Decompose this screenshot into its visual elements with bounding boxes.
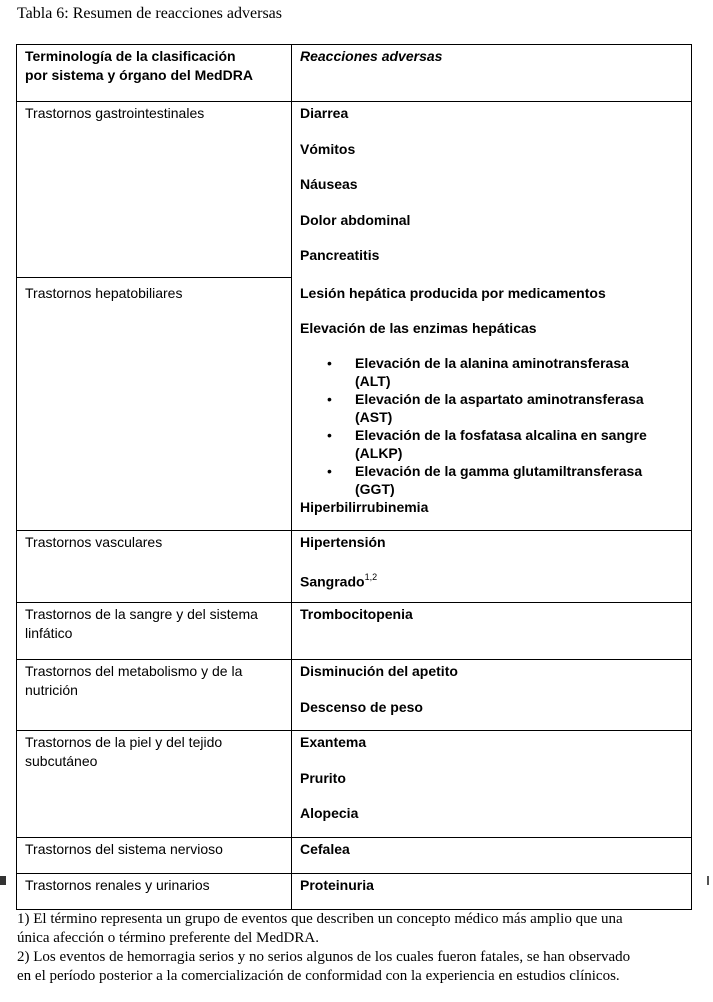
soc-label: Trastornos del sistema nervioso: [25, 841, 223, 857]
terms-cell: [292, 531, 692, 603]
subitem-line: Elevación de la gamma glutamiltransferasa: [355, 463, 643, 479]
bullet-icon: •: [327, 391, 332, 407]
table-row-metabolism: [17, 660, 692, 731]
footnote-1-line2: única afección o término preferente del MedDRA.: [17, 930, 319, 946]
terms-cell: [292, 874, 692, 910]
table-row-nervous: [17, 838, 692, 874]
terms-cell: [292, 603, 692, 660]
soc-label: Trastornos gastrointestinales: [25, 105, 205, 121]
term-proteinuria: Proteinuria: [300, 877, 374, 893]
bullet-icon: •: [327, 355, 332, 371]
soc-cell: [17, 731, 292, 838]
soc-label: Trastornos vasculares: [25, 534, 163, 550]
table-row-renal: [17, 874, 692, 910]
header-cell-soc: [17, 45, 292, 102]
footnote-2-line1: 2) Los eventos de hemorragia serios y no serios algunos de los cuales fueron fatales, se han observado: [17, 949, 631, 965]
header-soc-line1: Terminología de la clasificación: [25, 48, 236, 64]
soc-label-line1: Trastornos de la piel y del tejido: [25, 734, 223, 750]
soc-label-line2: linfático: [25, 625, 73, 641]
term-sangrado-label: Sangrado: [300, 573, 365, 590]
table-header-row: [17, 45, 692, 102]
soc-cell: [17, 603, 292, 660]
soc-label-line2: nutrición: [25, 682, 78, 698]
enzyme-sublist: [300, 354, 685, 498]
list-item: [300, 354, 685, 390]
term-nauseas: Náuseas: [300, 176, 358, 192]
term-lesion-hepatica: Lesión hepática producida por medicamentos: [300, 284, 606, 301]
term-trombocitopenia: Trombocitopenia: [300, 606, 413, 622]
soc-cell: [17, 660, 292, 731]
term-dolor-abdominal: Dolor abdominal: [300, 211, 411, 228]
term-cefalea: Cefalea: [300, 841, 350, 857]
bullet-icon: •: [327, 427, 332, 443]
footnote-ref: 1,2: [364, 571, 378, 582]
list-item: [300, 426, 685, 462]
term-diarrea: Diarrea: [300, 105, 349, 121]
soc-cell: [17, 102, 292, 278]
term-sangrado: [300, 569, 685, 592]
footnote-2-line2: en el período posterior a la comercialización de conformidad con la experiencia en estudios clínicos.: [17, 968, 620, 984]
terms-cell: [292, 278, 692, 531]
subitem-line: (ALT): [355, 373, 391, 389]
footnotes: [17, 910, 697, 986]
soc-label-line1: Trastornos de la sangre y del sistema: [25, 606, 258, 622]
page-edge-mark: [0, 876, 6, 885]
term-disminucion-apetito: Disminución del apetito: [300, 663, 458, 679]
header-soc-line2: por sistema y órgano del MedDRA: [25, 67, 253, 83]
soc-cell: [17, 278, 292, 531]
table-row-blood-lymphatic: [17, 603, 692, 660]
soc-label: Trastornos renales y urinarios: [25, 877, 210, 893]
table-row-hepatobiliary: [17, 278, 692, 531]
soc-label-line2: subcutáneo: [25, 753, 98, 769]
term-descenso-peso: Descenso de peso: [300, 698, 423, 715]
table-row-vascular: [17, 531, 692, 603]
terms-cell: [292, 731, 692, 838]
term-exantema: Exantema: [300, 734, 367, 750]
subitem-line: (AST): [355, 409, 393, 425]
list-item: [300, 390, 685, 426]
terms-cell: [292, 660, 692, 731]
subitem-line: Elevación de la fosfatasa alcalina en sangre: [355, 427, 647, 443]
adverse-reactions-table: [16, 44, 692, 910]
term-prurito: Prurito: [300, 769, 346, 786]
subitem-line: (ALKP): [355, 445, 403, 461]
terms-cell: [292, 102, 692, 278]
footnote-1-line1: 1) El término representa un grupo de eventos que describen un concepto médico más amplio que una: [17, 911, 623, 927]
terms-cell: [292, 838, 692, 874]
header-reactions-label: Reacciones adversas: [300, 48, 443, 64]
soc-label: Trastornos hepatobiliares: [25, 285, 183, 301]
term-hiperbilirrubinemia: Hiperbilirrubinemia: [300, 499, 429, 515]
list-item: [300, 462, 685, 498]
header-cell-reactions: [292, 45, 692, 102]
term-vomitos: Vómitos: [300, 140, 356, 157]
page-edge-mark: [707, 876, 709, 885]
table-row-skin: [17, 731, 692, 838]
soc-cell: [17, 874, 292, 910]
term-hipertension: Hipertensión: [300, 534, 386, 550]
table-row-gastrointestinal: [17, 102, 692, 278]
subitem-line: (GGT): [355, 481, 395, 497]
term-elevacion-enzimas: Elevación de las enzimas hepáticas: [300, 320, 537, 336]
soc-cell: [17, 531, 292, 603]
subitem-line: Elevación de la aspartato aminotransferasa: [355, 391, 644, 407]
bullet-icon: •: [327, 463, 332, 479]
table-caption: Tabla 6: Resumen de reacciones adversas: [17, 5, 282, 22]
soc-cell: [17, 838, 292, 874]
term-alopecia: Alopecia: [300, 805, 359, 821]
term-pancreatitis: Pancreatitis: [300, 247, 380, 263]
soc-label-line1: Trastornos del metabolismo y de la: [25, 663, 243, 679]
subitem-line: Elevación de la alanina aminotransferasa: [355, 355, 629, 371]
